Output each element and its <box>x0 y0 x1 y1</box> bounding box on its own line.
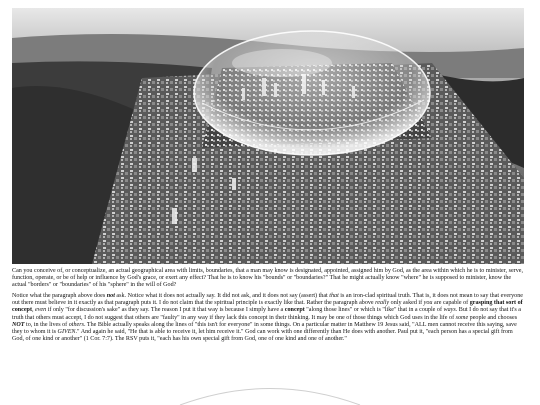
article-text <box>12 268 526 347</box>
text-span: Notice what the paragraph above does <box>12 293 107 300</box>
domed-city-photo <box>12 8 524 264</box>
emphasis-given: GIVEN <box>57 328 76 335</box>
emphasis-ways: ways <box>443 307 456 314</box>
paragraph-explanation <box>12 293 526 343</box>
emphasis-others: others <box>68 321 84 328</box>
text-span: is an iron-clad spiritual truth. That is, it does not mean to say that everyone out there must believe in it exactly as that paragraph puts it. I do not claim that the spiritual principle is exactly like that. Rather the paragraph above <box>12 293 523 307</box>
paragraph-question: Can you conceive of, or conceptualize, an actual geographical area with limits, boundaries, that a man may know is designated, appointed, assigned him by God, as the area within which he is to minister, serve, function, operate, or be of help or influence by God's grace, or exert any effect? That he is to know his "bounds" or "boundaries?" That he might actually know "where" he is supposed to minister, know the actual "borders" or "boundaries" of his "sphere" in the will of God? <box>12 268 523 289</box>
partial-circle-graphic <box>0 380 540 405</box>
emphasis-you: you <box>423 300 433 307</box>
text-span: , <box>31 307 36 314</box>
emphasis-even: even <box>35 307 47 314</box>
city-dome-image <box>12 8 524 264</box>
emphasis-not: not <box>106 293 115 300</box>
emphasis-some: some <box>455 314 469 321</box>
text-span: if only "for discussion's sake" as they say. The reason I put it that way is because I simply have a <box>46 307 285 314</box>
text-span: "along those lines" or which is "like" that in a couple of <box>304 307 444 314</box>
text-span: only asked if <box>389 300 424 307</box>
text-span: ." And again he said, "He that is able to receive it, let him receive it." God can work with one differently than He does with another. Paul put it, "each person has a special gift from God, of one kind or another" (1 Cor. 7:7). The RSV puts it, "each has his own special gift from God, one of one kind and one of another." <box>12 328 513 342</box>
text-span: are capable of <box>432 300 470 307</box>
text-span: ask. Notice what it does not actually say. It did not ask, and it does not say (assert) that <box>114 293 330 300</box>
emphasis-that: that <box>329 293 339 300</box>
text-span: to, in the lives of <box>24 321 69 328</box>
emphasis-concept: concept <box>284 307 305 314</box>
emphasis-really: really <box>375 300 390 307</box>
text-span: . The Bible actually speaks along the lines of "this isn't for everyone" in some things. On a particular matter in Matthew 19 Jesus said, "ALL men cannot receive this saying, save they to whom it is <box>12 321 517 335</box>
text-span: . But I do not say that it's a truth that others must accept, I do not suggest that others are "faulty" in any way if they lack this concept in their thinking. It may be one of those things which God uses in the life of <box>12 307 521 321</box>
text-span: people and chooses <box>468 314 518 321</box>
emphasis-not-caps: NOT <box>12 321 25 328</box>
emphasis-grasping: grasping that sort of concept <box>12 300 523 314</box>
